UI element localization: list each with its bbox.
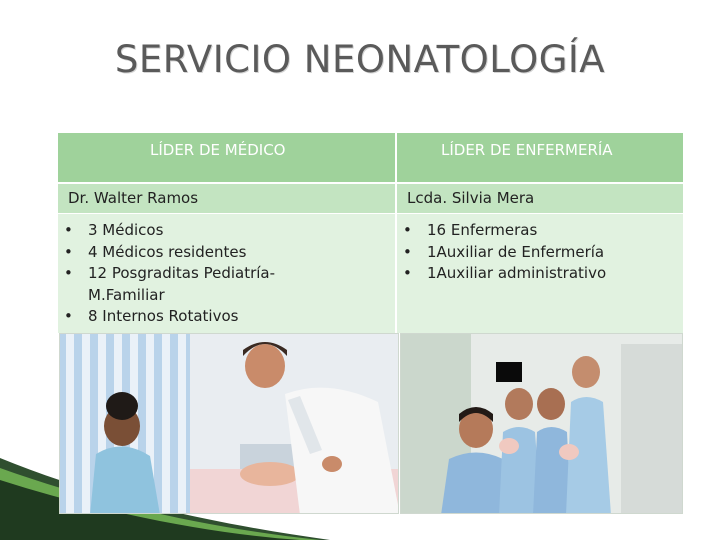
list-item: • 1Auxiliar de Enfermería — [403, 242, 605, 261]
leader-cell-enfermeria — [397, 184, 683, 213]
photo-nursing-team — [400, 333, 683, 514]
list-item: • 4 Médicos residentes — [64, 242, 247, 261]
leader-cell-medico — [58, 184, 395, 213]
staff-cell-enfermeria — [397, 214, 683, 333]
list-item: • 3 Médicos — [64, 221, 164, 239]
list-item: • 12 Posgraditas Pediatría- M.Familiar — [64, 264, 276, 304]
slide-title: SERVICIO NEONATOLOGÍA — [114, 38, 606, 81]
leader-name-enfermeria: Lcda. Silvia Mera — [407, 189, 535, 207]
header-cell-enfermeria — [397, 133, 683, 182]
header-label-enfermeria: LÍDER DE ENFERMERÍA — [441, 141, 613, 159]
leader-name-medico: Dr. Walter Ramos — [68, 189, 199, 207]
list-item: • 1Auxiliar administrativo — [403, 264, 607, 282]
list-item: • 16 Enfermeras — [403, 221, 538, 239]
staff-cell-medico — [58, 214, 395, 333]
header-cell-medico — [58, 133, 395, 182]
staff-list-enfermeria — [403, 220, 606, 285]
list-item: • 8 Internos Rotativos — [64, 307, 239, 325]
staff-list-medico — [64, 220, 293, 328]
header-label-medico: LÍDER DE MÉDICO — [150, 141, 286, 159]
staff-table — [58, 133, 683, 333]
photo-doctor-with-mother-and-newborn — [59, 333, 399, 514]
